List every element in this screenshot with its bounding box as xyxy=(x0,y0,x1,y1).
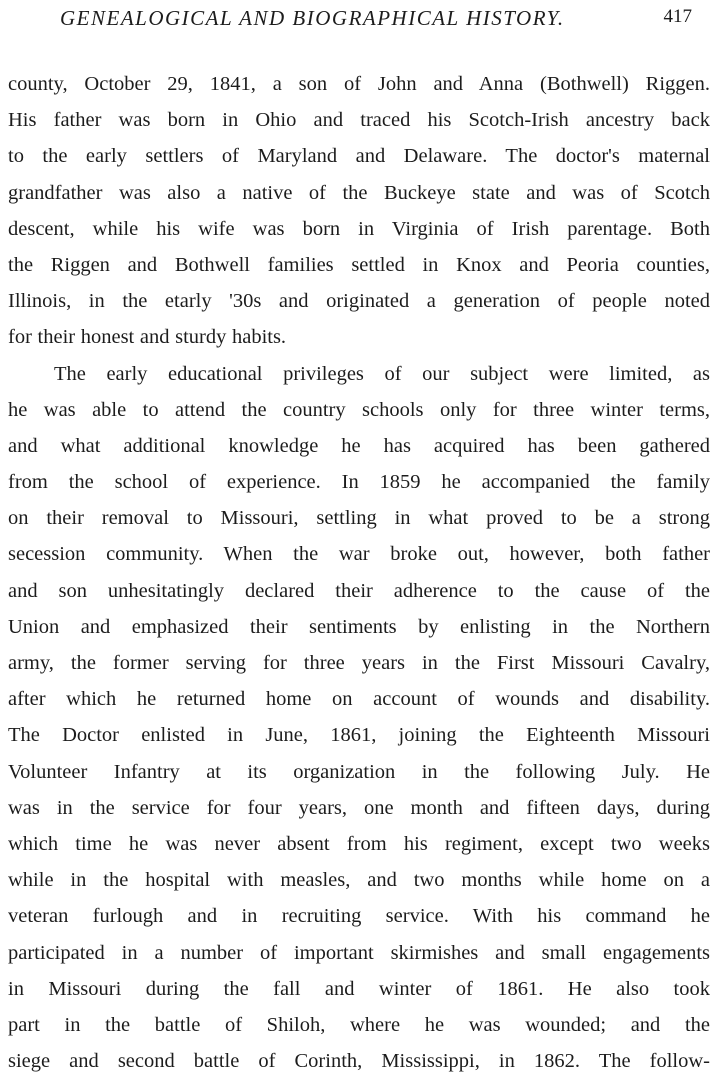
running-head xyxy=(60,6,700,40)
text-line: for their honest and sturdy habits. xyxy=(8,326,287,349)
text-line: and son unhesitatingly declared their adherence to the cause of the xyxy=(8,579,710,602)
text-line: participated in a number of important skirmishes and small engagements xyxy=(8,941,710,964)
text-line: Illinois, in the etarly '30s and originated a generation of people noted xyxy=(8,290,710,313)
text-line: siege and second battle of Corinth, Mississippi, in 1862. The follow- xyxy=(8,1050,710,1073)
text-line: which time he was never absent from his regiment, except two weeks xyxy=(8,832,710,855)
text-line: was in the service for four years, one month and fifteen days, during xyxy=(8,796,710,819)
text-line: the Riggen and Bothwell families settled in Knox and Peoria counties, xyxy=(8,253,710,276)
text-line: The Doctor enlisted in June, 1861, joining the Eighteenth Missouri xyxy=(8,724,710,747)
paragraph-2 xyxy=(8,356,710,1080)
text-line: The early educational privileges of our subject were limited, as xyxy=(54,362,710,385)
text-line: and what additional knowledge he has acquired has been gathered xyxy=(8,434,710,457)
text-line: he was able to attend the country schools only for three winter terms, xyxy=(8,398,710,421)
body-text xyxy=(8,66,710,1079)
text-line: to the early settlers of Maryland and Delaware. The doctor's maternal xyxy=(8,145,710,168)
text-line: Volunteer Infantry at its organization in the following July. He xyxy=(8,760,710,783)
text-line: descent, while his wife was born in Virginia of Irish parentage. Both xyxy=(8,217,710,240)
text-line: after which he returned home on account of wounds and disability. xyxy=(8,688,710,711)
text-line: part in the battle of Shiloh, where he was wounded; and the xyxy=(8,1013,710,1036)
text-line: veteran furlough and in recruiting service. With his command he xyxy=(8,905,710,928)
paragraph-1 xyxy=(8,66,710,356)
text-line: Union and emphasized their sentiments by enlisting in the Northern xyxy=(8,615,710,638)
text-line: county, October 29, 1841, a son of John and Anna (Bothwell) Riggen. xyxy=(8,73,710,95)
text-line: grandfather was also a native of the Buckeye state and was of Scotch xyxy=(8,181,710,204)
text-line: on their removal to Missouri, settling in what proved to be a strong xyxy=(8,507,710,530)
text-line: from the school of experience. In 1859 he accompanied the family xyxy=(8,471,710,494)
text-line: secession community. When the war broke out, however, both father xyxy=(8,543,710,566)
text-line: army, the former serving for three years in the First Missouri Cavalry, xyxy=(8,652,710,674)
text-line: in Missouri during the fall and winter of 1861. He also took xyxy=(8,977,710,1000)
page-number: 417 xyxy=(663,6,692,27)
running-title: GENEALOGICAL AND BIOGRAPHICAL HISTORY. xyxy=(60,6,565,30)
text-line: while in the hospital with measles, and two months while home on a xyxy=(8,869,710,892)
text-line: His father was born in Ohio and traced his Scotch-Irish ancestry back xyxy=(8,109,710,132)
